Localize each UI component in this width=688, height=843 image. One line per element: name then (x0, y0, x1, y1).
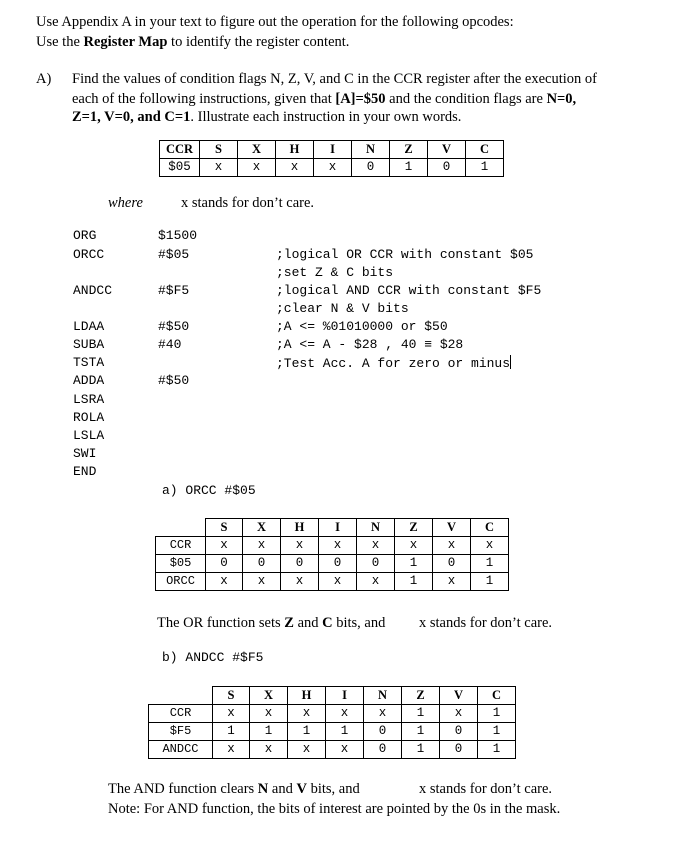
andcc-note-dont-care: x stands for don’t care. (419, 781, 553, 797)
code-op: END (73, 464, 97, 479)
andcc-header-row (149, 687, 516, 705)
orcc-cell: x (206, 573, 243, 591)
orcc-header-cell: H (281, 519, 319, 537)
register-map-term: Register Map (83, 34, 168, 50)
ccr-header-cell: H (276, 141, 314, 159)
orcc-cell: 1 (471, 573, 509, 591)
code-op: SUBA (73, 337, 105, 352)
orcc-cell: 1 (395, 555, 433, 573)
andcc-cell: 1 (402, 723, 440, 741)
code-arg: #$50 (158, 373, 190, 388)
ccr-header-row (160, 141, 504, 159)
ccr-value-cell: 0 (428, 159, 466, 177)
orcc-row-label: $05 (156, 555, 206, 573)
ccr-value-cell: $05 (160, 159, 200, 177)
code-arg: #$F5 (158, 283, 190, 298)
orcc-header-cell: Z (395, 519, 433, 537)
orcc-cell: 0 (206, 555, 243, 573)
ccr-header-cell: Z (390, 141, 428, 159)
code-comment: ;Test Acc. A for zero or minus (276, 356, 511, 371)
code-op: LSRA (73, 392, 105, 407)
orcc-table (155, 518, 509, 591)
andcc-cell: 0 (440, 723, 478, 741)
ccr-value-cell: x (314, 159, 352, 177)
code-arg: $1500 (158, 228, 198, 243)
andcc-cell: 1 (478, 705, 516, 723)
andcc-header-cell: X (250, 687, 288, 705)
code-op: ORG (73, 228, 97, 243)
ccr-value-cell: x (276, 159, 314, 177)
andcc-cell: x (288, 741, 326, 759)
orcc-cell: x (319, 537, 357, 555)
orcc-cell: 0 (433, 555, 471, 573)
andcc-header-cell: Z (402, 687, 440, 705)
orcc-cell: x (357, 573, 395, 591)
orcc-row (156, 555, 509, 573)
ccr-value-cell: x (238, 159, 276, 177)
orcc-header-cell: C (471, 519, 509, 537)
orcc-cell: x (281, 537, 319, 555)
ccr-value-cell: 1 (390, 159, 428, 177)
ccr-value-cell: 0 (352, 159, 390, 177)
andcc-cell: x (250, 741, 288, 759)
code-op: SWI (73, 446, 97, 461)
andcc-header-cell: C (478, 687, 516, 705)
orcc-note-dont-care: x stands for don’t care. (419, 615, 553, 631)
ccr-header-cell: I (314, 141, 352, 159)
where-text: x stands for don’t care. (181, 195, 315, 211)
orcc-note: The OR function sets Z and C bits, and (157, 615, 386, 631)
orcc-header-row (156, 519, 509, 537)
orcc-row-label: ORCC (156, 573, 206, 591)
where-label: where (108, 195, 143, 211)
andcc-table (148, 686, 516, 759)
andcc-note-2: Note: For AND function, the bits of interest are pointed by the 0s in the mask. (108, 801, 561, 817)
code-op: TSTA (73, 355, 105, 370)
orcc-row (156, 537, 509, 555)
andcc-cell: 1 (288, 723, 326, 741)
ccr-initial-table (159, 140, 504, 177)
orcc-header-cell: X (243, 519, 281, 537)
orcc-cell: x (206, 537, 243, 555)
code-op: ORCC (73, 247, 105, 262)
orcc-cell: 0 (281, 555, 319, 573)
andcc-cell: 0 (364, 723, 402, 741)
orcc-cell: 1 (395, 573, 433, 591)
orcc-cell: x (243, 537, 281, 555)
code-op: LSLA (73, 428, 105, 443)
orcc-cell: x (243, 573, 281, 591)
code-arg: #$50 (158, 319, 190, 334)
code-arg: #$05 (158, 247, 190, 262)
andcc-header-cell: V (440, 687, 478, 705)
andcc-row (149, 705, 516, 723)
code-arg: #40 (158, 337, 182, 352)
andcc-header-cell: H (288, 687, 326, 705)
code-op: ANDCC (73, 283, 113, 298)
ccr-header-cell: N (352, 141, 390, 159)
orcc-header-cell: S (206, 519, 243, 537)
andcc-note: The AND function clears N and V bits, and (108, 781, 360, 797)
orcc-header-cell: I (319, 519, 357, 537)
orcc-row (156, 573, 509, 591)
intro-line-2: Use the Register Map to identify the register content. (36, 34, 350, 50)
orcc-cell: x (281, 573, 319, 591)
code-comment: ;logical AND CCR with constant $F5 (276, 283, 542, 298)
text-cursor (510, 355, 511, 369)
andcc-cell: 1 (250, 723, 288, 741)
orcc-cell: x (471, 537, 509, 555)
part-a-sub-label: a) ORCC #$05 (162, 483, 256, 498)
andcc-cell: x (288, 705, 326, 723)
code-comment: ;clear N & V bits (276, 301, 409, 316)
andcc-cell: 1 (402, 741, 440, 759)
andcc-cell: 1 (326, 723, 364, 741)
code-comment: ;set Z & C bits (276, 265, 394, 280)
part-b-sub-label: b) ANDCC #$F5 (162, 650, 264, 665)
andcc-cell: x (326, 705, 364, 723)
orcc-cell: 0 (319, 555, 357, 573)
andcc-cell: 1 (402, 705, 440, 723)
orcc-cell: x (433, 537, 471, 555)
andcc-cell: x (213, 741, 250, 759)
code-op: LDAA (73, 319, 105, 334)
part-a-label: A) (36, 71, 52, 87)
orcc-cell: 1 (471, 555, 509, 573)
andcc-header-cell (149, 687, 213, 705)
code-op: ADDA (73, 373, 105, 388)
code-comment: ;A <= %01010000 or $50 (276, 319, 448, 334)
ccr-value-cell: 1 (466, 159, 504, 177)
code-comment: ;logical OR CCR with constant $05 (276, 247, 534, 262)
andcc-header-cell: S (213, 687, 250, 705)
andcc-row (149, 741, 516, 759)
orcc-cell: 0 (243, 555, 281, 573)
andcc-header-cell: N (364, 687, 402, 705)
orcc-header-cell: N (357, 519, 395, 537)
andcc-row-label: $F5 (149, 723, 213, 741)
part-a-line-3: Z=1, V=0, and C=1. Illustrate each instruction in your own words. (72, 109, 462, 125)
ccr-header-cell: C (466, 141, 504, 159)
orcc-cell: 0 (357, 555, 395, 573)
orcc-cell: x (433, 573, 471, 591)
andcc-cell: x (250, 705, 288, 723)
ccr-header-cell: CCR (160, 141, 200, 159)
orcc-cell: x (319, 573, 357, 591)
andcc-cell: 1 (213, 723, 250, 741)
orcc-cell: x (357, 537, 395, 555)
andcc-cell: x (440, 705, 478, 723)
ccr-value-cell: x (200, 159, 238, 177)
orcc-cell: x (395, 537, 433, 555)
ccr-header-cell: X (238, 141, 276, 159)
orcc-header-cell (156, 519, 206, 537)
andcc-row-label: CCR (149, 705, 213, 723)
andcc-cell: x (326, 741, 364, 759)
andcc-cell: 1 (478, 723, 516, 741)
andcc-row (149, 723, 516, 741)
ccr-value-row (160, 159, 504, 177)
andcc-cell: 0 (364, 741, 402, 759)
ccr-header-cell: V (428, 141, 466, 159)
andcc-cell: 0 (440, 741, 478, 759)
orcc-header-cell: V (433, 519, 471, 537)
ccr-header-cell: S (200, 141, 238, 159)
andcc-cell: 1 (478, 741, 516, 759)
andcc-row-label: ANDCC (149, 741, 213, 759)
code-op: ROLA (73, 410, 105, 425)
part-a-line-2: each of the following instructions, given that [A]=$50 and the condition flags are N=0, (72, 91, 577, 107)
part-a-line-1: Find the values of condition flags N, Z, V, and C in the CCR register after the execution of (72, 71, 597, 87)
intro-line-1: Use Appendix A in your text to figure out the operation for the following opcodes: (36, 14, 514, 30)
andcc-header-cell: I (326, 687, 364, 705)
orcc-row-label: CCR (156, 537, 206, 555)
andcc-cell: x (213, 705, 250, 723)
andcc-cell: x (364, 705, 402, 723)
code-comment: ;A <= A - $28 , 40 ≡ $28 (276, 337, 464, 352)
